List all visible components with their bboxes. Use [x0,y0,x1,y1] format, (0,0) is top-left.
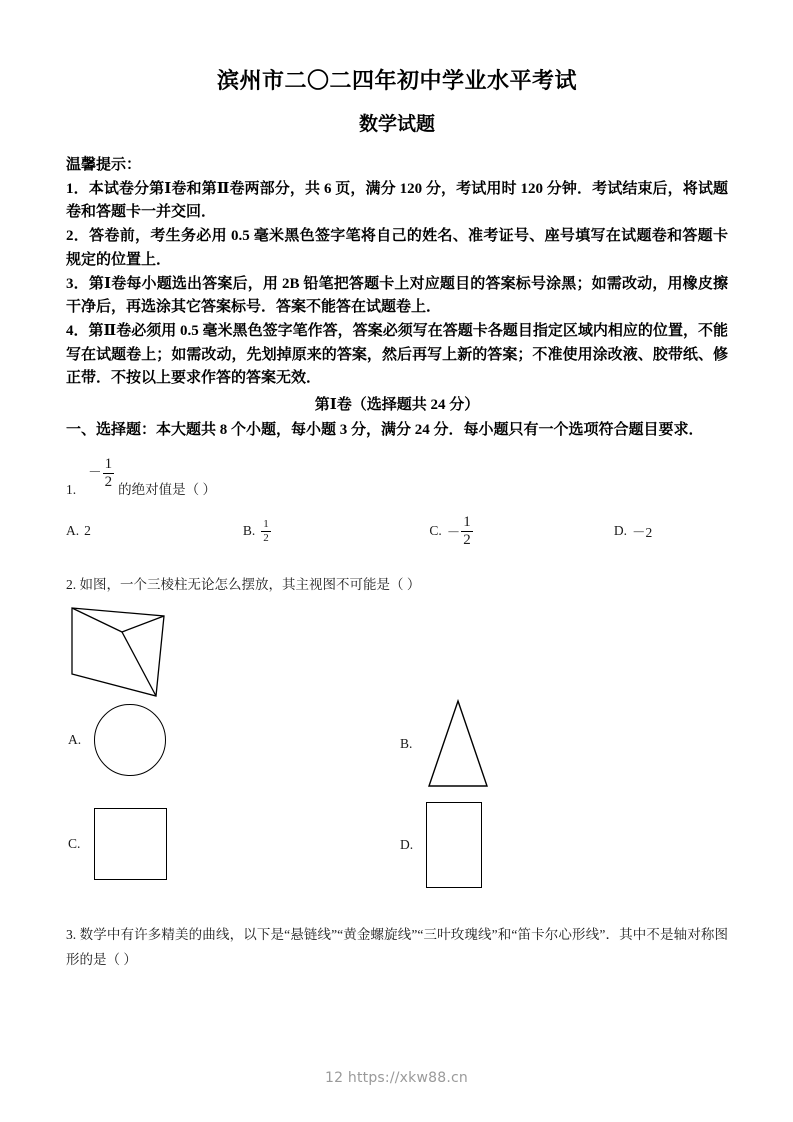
option-b-fraction [261,519,271,544]
fraction-numerator: 1 [263,517,269,530]
fraction-denominator: 2 [263,531,269,544]
option-b[interactable] [243,515,429,548]
question-2-option-c[interactable] [68,808,167,880]
notice-item-2: 2．答卷前，考生务必用 0.5 毫米黑色签字笔将自己的姓名、准考证号、座号填写在试题卷和答题卡规定的位置上． [66,228,728,268]
circle-shape-icon [94,704,166,776]
question-2-stem: 2. 如图，一个三棱柱无论怎么摆放，其主视图不可能是（ ） [66,576,421,592]
question-2-option-a[interactable] [68,704,166,776]
notice-item-4: 4．第Ⅱ卷必须用 0.5 毫米黑色签字笔作答，答案必须写在答题卡各题目指定区域内相应的位置，不能写在试题卷上；如需改动，先划掉原来的答案，然后再写上新的答案；不准使用涂改液、胶带纸、修正带．不按以上要求作答的答案无效． [66,323,728,386]
question-2-option-d[interactable] [400,802,482,888]
question-2-option-a-label: A. [68,731,82,747]
option-c-label: C. [429,523,442,539]
fraction-denominator: 2 [463,531,471,548]
notice-item-3: 3．第Ⅰ卷每小题选出答案后，用 2B 铅笔把答题卡上对应题目的答案标号涂黑；如需改动，用橡皮擦干净后，再选涂其它答案标号．答案不能答在试题卷上． [66,275,728,316]
question-2-option-d-label: D. [400,836,414,852]
page-subtitle: 数学试题 [358,114,435,136]
triangle-shape-icon [426,698,490,790]
fraction [103,457,115,490]
fraction-denominator: 2 [104,473,113,490]
section-instruction: 一、选择题：本大题共 8 个小题，每小题 3 分，满分 24 分．每小题只有一个选项符合题目要求． [66,421,704,438]
square-shape-icon [94,808,167,880]
option-d-text: －2 [631,525,653,541]
option-b-label: B. [242,523,256,539]
option-c[interactable] [429,515,614,548]
option-d-label: D. [613,523,627,539]
notice-heading: 温馨提示： [66,157,142,174]
question-1-number: 1. [66,482,77,498]
triangular-prism-icon [68,604,172,700]
question-2-option-b-label: B. [400,735,413,751]
notice-item-1: 1．本试卷分第Ⅰ卷和第Ⅱ卷两部分，共 6 页，满分 120 分，考试用时 120 分钟．考试结束后，将试题卷和答题卡一并交回． [66,180,728,221]
question-2-option-b[interactable] [400,698,490,790]
question-1-stem: 的绝对值是（ ） [118,482,216,498]
question-1 [66,455,728,501]
question-1-fraction [88,457,115,490]
question-2-figures [66,602,728,892]
page-title: 滨州市二〇二四年初中学业水平考试 [216,68,577,93]
question-1-options [66,515,728,548]
fraction-numerator: 1 [104,455,113,472]
option-a-text: 2 [84,523,91,539]
fraction-numerator: 1 [463,513,471,530]
fraction-sign: － [88,464,102,480]
option-a[interactable] [66,515,243,548]
option-c-fraction [461,515,473,548]
rectangle-tall-shape-icon [426,802,482,888]
option-d[interactable] [614,515,728,548]
footer-watermark: 12 https://xkw88.cn [325,1070,468,1086]
option-c-sign: － [446,525,461,541]
question-2-option-c-label: C. [68,835,81,851]
option-a-label: A. [66,523,80,539]
section-title: 第Ⅰ卷（选择题共 24 分） [314,397,480,414]
question-3-stem: 3. 数学中有许多精美的曲线，以下是“悬链线”“黄金螺旋线”“三叶玫瑰线”和“笛卡尔心形线”．其中不是轴对称图形的是（ ） [66,926,728,968]
page-content [66,0,728,973]
